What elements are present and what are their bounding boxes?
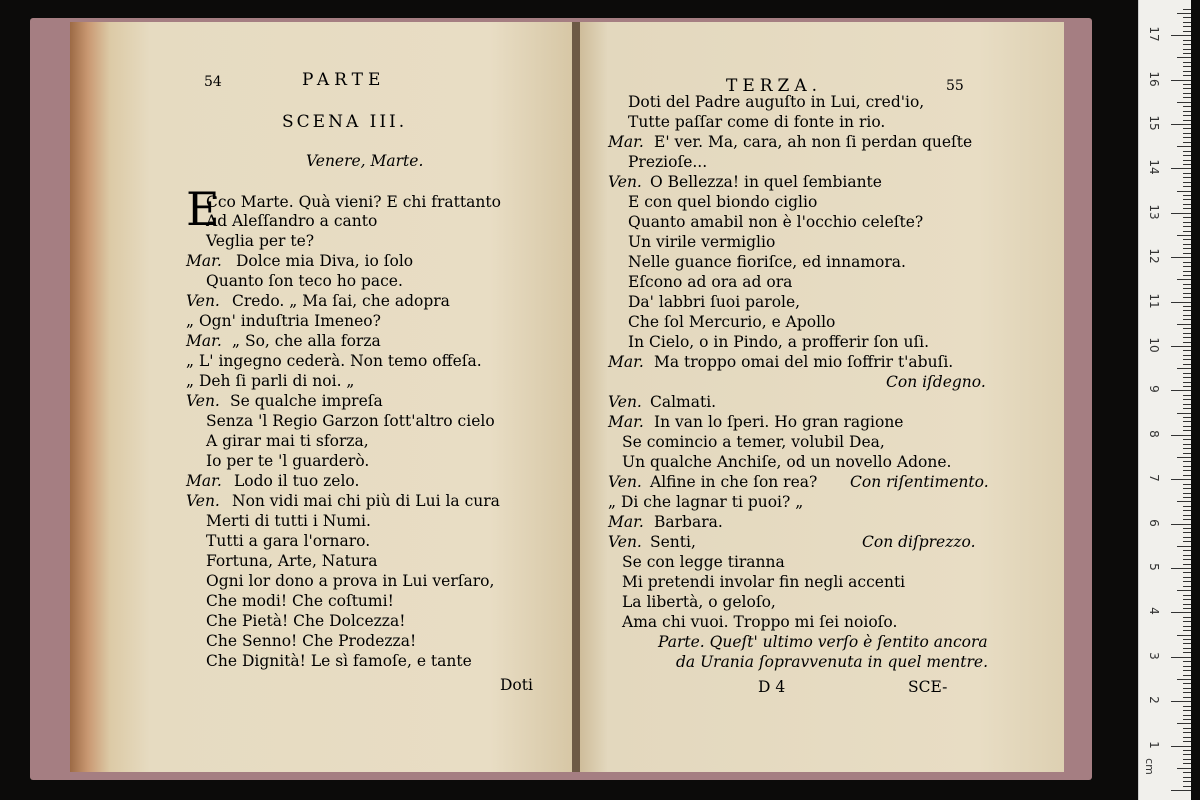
ruler-tick [1183, 537, 1191, 538]
ruler-number: 14 [1147, 159, 1161, 176]
ruler-number: 13 [1147, 204, 1161, 220]
ruler-tick [1171, 657, 1191, 658]
ruler-tick [1171, 390, 1191, 391]
ruler-tick [1183, 488, 1191, 489]
verse-line: Senti, [650, 533, 696, 551]
ruler-tick [1183, 164, 1191, 165]
ruler-tick [1183, 475, 1191, 476]
verse-line: Fortuna, Arte, Natura [206, 552, 378, 570]
speaker-label: Mar. [608, 413, 644, 431]
left-page-number: 54 [204, 74, 222, 90]
verse-line: Lodo il tuo zelo. [234, 472, 360, 490]
ruler-tick [1183, 754, 1191, 755]
measurement-ruler [1138, 0, 1191, 800]
ruler-number: 9 [1147, 385, 1161, 394]
speaker-label: Ven. [608, 473, 642, 491]
ruler-tick [1177, 635, 1191, 636]
verse-line: Che modi! Che coſtumi! [206, 592, 394, 610]
verse-line: E' ver. Ma, cara, ah non ſi perdan queſte [654, 133, 973, 151]
ruler-tick [1183, 44, 1191, 45]
verse-line: Veglia per te? [206, 232, 315, 250]
ruler-tick [1183, 106, 1191, 107]
ruler-tick [1183, 93, 1191, 94]
left-catchword: Doti [500, 676, 533, 694]
verse-line: Un virile vermiglio [628, 233, 776, 251]
ruler-tick [1183, 666, 1191, 667]
verse-line: E con quel biondo ciglio [628, 193, 818, 211]
ruler-number: 10 [1147, 337, 1161, 353]
ruler-tick [1183, 66, 1191, 67]
verse-line: Alfine in che ſon rea? [650, 473, 818, 491]
verse-line: Cco Marte. Quà vieni? E chi frattanto [206, 193, 501, 211]
ruler-tick [1177, 324, 1191, 325]
verse-line: Ad Aleſſandro a canto [206, 212, 378, 230]
ruler-number: 1 [1147, 740, 1161, 749]
ruler-tick [1183, 417, 1191, 418]
ruler-tick [1183, 639, 1191, 640]
scene-characters: Venere, Marte. [306, 152, 424, 170]
ruler-tick [1177, 679, 1191, 680]
ruler-unit-label: cm [1142, 758, 1156, 775]
ruler-tick [1177, 768, 1191, 769]
verse-line: Ogni lor dono a prova in Lui verſaro, [206, 572, 495, 590]
verse-line: Credo. „ Ma ſai, che adopra [232, 292, 450, 310]
ruler-tick [1183, 528, 1191, 529]
verse-line: In Cielo, o in Pindo, a profferir ſon uſi. [628, 333, 930, 351]
ruler-tick [1183, 493, 1191, 494]
ruler-tick [1177, 723, 1191, 724]
ruler-tick [1183, 484, 1191, 485]
ruler-tick [1183, 786, 1191, 787]
ruler-number: 2 [1147, 696, 1161, 704]
ruler-tick [1171, 213, 1191, 214]
ruler-tick [1183, 426, 1191, 427]
ruler-tick [1183, 40, 1191, 41]
ruler-tick [1183, 248, 1191, 249]
ruler-tick [1171, 701, 1191, 702]
ruler-tick [1171, 479, 1191, 480]
ruler-tick [1183, 88, 1191, 89]
ruler-tick [1183, 719, 1191, 720]
ruler-tick [1183, 275, 1191, 276]
ruler-tick [1183, 115, 1191, 116]
ruler-tick [1183, 137, 1191, 138]
ruler-tick [1183, 17, 1191, 18]
verse-line: „ Di che lagnar ti puoi? „ [608, 493, 804, 511]
ruler-tick [1183, 519, 1191, 520]
right-running-header: TERZA. [726, 76, 823, 96]
ruler-tick [1171, 524, 1191, 525]
ruler-tick [1183, 71, 1191, 72]
ruler-tick [1183, 49, 1191, 50]
verse-line: Dolce mia Diva, io ſolo [236, 252, 414, 270]
verse-line: Doti del Padre auguſto in Lui, cred'io, [628, 93, 925, 111]
ruler-tick [1177, 501, 1191, 502]
ruler-tick [1183, 550, 1191, 551]
verse-line: Senza 'l Regio Garzon ſott'altro cielo [206, 412, 495, 430]
ruler-tick [1183, 208, 1191, 209]
speaker-label: Ven. [186, 392, 220, 410]
ruler-tick [1183, 595, 1191, 596]
ruler-tick [1183, 333, 1191, 334]
verse-line: Tutti a gara l'ornaro. [206, 532, 371, 550]
ruler-tick [1171, 35, 1191, 36]
ruler-tick [1183, 772, 1191, 773]
ruler-tick [1183, 253, 1191, 254]
scene-title: SCENA III. [282, 112, 408, 132]
ruler-tick [1183, 444, 1191, 445]
ruler-tick [1183, 581, 1191, 582]
left-running-header: PARTE [302, 70, 386, 90]
ruler-tick [1183, 288, 1191, 289]
ruler-tick [1183, 142, 1191, 143]
ruler-tick [1177, 590, 1191, 591]
ruler-tick [1183, 297, 1191, 298]
ruler-tick [1183, 75, 1191, 76]
ruler-tick [1183, 710, 1191, 711]
ruler-tick [1183, 284, 1191, 285]
verse-line: In van lo ſperi. Ho gran ragione [654, 413, 904, 431]
ruler-tick [1183, 728, 1191, 729]
ruler-tick [1183, 239, 1191, 240]
ruler-tick [1183, 555, 1191, 556]
verse-line: Calmati. [650, 393, 717, 411]
signature-mark: D 4 [758, 678, 786, 696]
ruler-tick [1183, 319, 1191, 320]
ruler-tick [1183, 621, 1191, 622]
ruler-tick [1171, 568, 1191, 569]
ruler-tick [1183, 293, 1191, 294]
ruler-tick [1183, 604, 1191, 605]
ruler-tick [1183, 706, 1191, 707]
ruler-tick [1177, 368, 1191, 369]
ruler-tick [1177, 146, 1191, 147]
speaker-label: Ven. [186, 292, 220, 310]
ruler-tick [1183, 737, 1191, 738]
ruler-tick [1183, 421, 1191, 422]
ruler-number: 17 [1147, 26, 1161, 42]
right-catchword: SCE- [908, 678, 948, 696]
ruler-tick [1183, 306, 1191, 307]
ruler-tick [1183, 226, 1191, 227]
ruler-tick [1177, 413, 1191, 414]
ruler-tick [1183, 310, 1191, 311]
verse-line: Se comincio a temer, volubil Dea, [622, 433, 885, 451]
ruler-tick [1183, 399, 1191, 400]
ruler-tick [1183, 97, 1191, 98]
ruler-tick [1177, 102, 1191, 103]
ruler-number: 11 [1147, 292, 1161, 309]
ruler-tick [1183, 661, 1191, 662]
ruler-tick [1177, 191, 1191, 192]
ruler-number: 5 [1147, 563, 1161, 571]
ruler-tick [1183, 342, 1191, 343]
verse-line: Se qualche impreſa [230, 392, 383, 410]
speaker-label: Mar. [608, 353, 644, 371]
ruler-tick [1183, 350, 1191, 351]
ruler-tick [1183, 364, 1191, 365]
ruler-tick [1183, 670, 1191, 671]
verse-line: Mi pretendi involar fin negli accenti [622, 573, 906, 591]
verse-line: „ So, che alla forza [232, 332, 381, 350]
ruler-tick [1171, 80, 1191, 81]
speaker-label: Mar. [186, 332, 222, 350]
ruler-tick [1183, 217, 1191, 218]
verse-line: Quanto ſon teco ho pace. [206, 272, 403, 290]
ruler-number: 12 [1147, 248, 1161, 264]
book-spine [572, 22, 580, 772]
speaker-label: Mar. [186, 252, 222, 270]
ruler-tick [1183, 386, 1191, 387]
ruler-tick [1183, 182, 1191, 183]
ruler-tick [1183, 120, 1191, 121]
verse-line: Merti di tutti i Numi. [206, 512, 371, 530]
stage-direction: Con diſprezzo. [862, 533, 976, 551]
ruler-number: 6 [1147, 518, 1161, 527]
stage-direction: Con riſentimento. [850, 473, 989, 491]
verse-line: „ Deh ſi parli di noi. „ [186, 372, 355, 390]
ruler-number: 7 [1147, 474, 1161, 482]
ruler-tick [1183, 355, 1191, 356]
ruler-tick [1183, 564, 1191, 565]
ruler-tick [1183, 715, 1191, 716]
ruler-tick [1183, 439, 1191, 440]
verse-line: Barbara. [654, 513, 723, 531]
stage-direction: Con iſdegno. [886, 373, 986, 391]
ruler-tick [1183, 22, 1191, 23]
ruler-tick [1183, 626, 1191, 627]
ruler-number: 16 [1147, 70, 1161, 87]
verse-line: Che Pietà! Che Dolcezza! [206, 612, 406, 630]
ruler-tick [1183, 759, 1191, 760]
ruler-tick [1183, 763, 1191, 764]
ruler-tick [1183, 231, 1191, 232]
verse-line: La libertà, o geloſo, [622, 593, 776, 611]
verse-line: Ma troppo omai del mio ſoffrir t'abuſi. [654, 353, 954, 371]
speaker-label: Mar. [608, 513, 644, 531]
ruler-tick [1183, 359, 1191, 360]
ruler-tick [1177, 279, 1191, 280]
verse-line: Quanto amabil non è l'occhio celeſte? [628, 213, 924, 231]
stage-direction: Parte. Queſt' ultimo verſo è ſentito ancora [658, 633, 988, 651]
ruler-tick [1183, 328, 1191, 329]
ruler-tick [1183, 648, 1191, 649]
ruler-tick [1183, 697, 1191, 698]
ruler-tick [1177, 57, 1191, 58]
speaker-label: Ven. [608, 533, 642, 551]
ruler-tick [1183, 541, 1191, 542]
speaker-label: Ven. [608, 393, 642, 411]
verse-line: Che Senno! Che Prodezza! [206, 632, 417, 650]
ruler-tick [1183, 510, 1191, 511]
ruler-tick [1183, 506, 1191, 507]
ruler-tick [1183, 741, 1191, 742]
ruler-tick [1183, 262, 1191, 263]
ruler-number: 4 [1147, 607, 1161, 616]
ruler-tick [1171, 346, 1191, 347]
ruler-tick [1183, 652, 1191, 653]
ruler-tick [1183, 155, 1191, 156]
ruler-tick [1183, 111, 1191, 112]
verse-line: Io per te 'l guarderò. [206, 452, 370, 470]
verse-line: Che Dignità! Le sì famoſe, e tante [206, 652, 472, 670]
ruler-tick [1183, 630, 1191, 631]
ruler-tick [1183, 559, 1191, 560]
ruler-tick [1183, 382, 1191, 383]
ruler-tick [1183, 692, 1191, 693]
ruler-tick [1183, 31, 1191, 32]
ruler-tick [1183, 577, 1191, 578]
right-page-number: 55 [946, 78, 964, 94]
ruler-tick [1183, 222, 1191, 223]
ruler-tick [1183, 173, 1191, 174]
ruler-tick [1183, 315, 1191, 316]
ruler-tick [1171, 790, 1191, 791]
stage-direction: da Urania ſopravvenuta in quel mentre. [676, 653, 989, 671]
ruler-tick [1183, 271, 1191, 272]
ruler-tick [1177, 235, 1191, 236]
ruler-tick [1177, 457, 1191, 458]
ruler-tick [1183, 204, 1191, 205]
ruler-tick [1171, 124, 1191, 125]
ruler-tick [1183, 732, 1191, 733]
ruler-tick [1183, 128, 1191, 129]
verse-line: Che ſol Mercurio, e Apollo [628, 313, 836, 331]
ruler-tick [1183, 470, 1191, 471]
ruler-tick [1183, 430, 1191, 431]
ruler-tick [1183, 186, 1191, 187]
verse-line: Da' labbri ſuoi parole, [628, 293, 801, 311]
verse-line: Ama chi vuoi. Troppo mi ſei noioſo. [622, 613, 898, 631]
ruler-tick [1183, 675, 1191, 676]
speaker-label: Ven. [608, 173, 642, 191]
ruler-tick [1183, 404, 1191, 405]
ruler-tick [1171, 435, 1191, 436]
ruler-tick [1183, 497, 1191, 498]
ruler-tick [1183, 608, 1191, 609]
ruler-tick [1183, 643, 1191, 644]
ruler-tick [1183, 84, 1191, 85]
ruler-tick [1183, 688, 1191, 689]
speaker-label: Mar. [608, 133, 644, 151]
ruler-tick [1183, 515, 1191, 516]
ruler-tick [1183, 466, 1191, 467]
ruler-tick [1183, 408, 1191, 409]
ruler-tick [1183, 244, 1191, 245]
ruler-tick [1183, 395, 1191, 396]
ruler-tick [1183, 532, 1191, 533]
ruler-tick [1183, 750, 1191, 751]
ruler-tick [1171, 257, 1191, 258]
ruler-number: 8 [1147, 429, 1161, 438]
verse-line: Eſcono ad ora ad ora [628, 273, 793, 291]
verse-line: Se con legge tiranna [622, 553, 785, 571]
ruler-tick [1183, 586, 1191, 587]
ruler-tick [1183, 781, 1191, 782]
ruler-tick [1183, 26, 1191, 27]
ruler-tick [1171, 302, 1191, 303]
ruler-tick [1183, 448, 1191, 449]
ruler-tick [1183, 617, 1191, 618]
verse-line: O Bellezza! in quel ſembiante [650, 173, 882, 191]
ruler-number: 15 [1147, 115, 1161, 131]
ruler-tick [1183, 151, 1191, 152]
ruler-tick [1171, 612, 1191, 613]
ruler-tick [1183, 572, 1191, 573]
ruler-tick [1177, 13, 1191, 14]
ruler-tick [1183, 461, 1191, 462]
ruler-tick [1183, 62, 1191, 63]
ruler-tick [1183, 377, 1191, 378]
verse-line: Non vidi mai chi più di Lui la cura [232, 492, 500, 510]
ruler-tick [1183, 683, 1191, 684]
verse-line: „ Ogn' induſtria Imeneo? [186, 312, 381, 330]
ruler-tick [1171, 746, 1191, 747]
ruler-tick [1171, 168, 1191, 169]
speaker-label: Ven. [186, 492, 220, 510]
ruler-number: 3 [1147, 651, 1161, 660]
ruler-tick [1183, 266, 1191, 267]
verse-line: A girar mai ti sforza, [206, 432, 369, 450]
ruler-tick [1183, 177, 1191, 178]
ruler-tick [1183, 199, 1191, 200]
ruler-tick [1183, 453, 1191, 454]
ruler-tick [1183, 160, 1191, 161]
speaker-label: Mar. [186, 472, 222, 490]
verse-line: Un qualche Anchiſe, od un novello Adone. [622, 453, 952, 471]
ruler-tick [1183, 195, 1191, 196]
ruler-tick [1183, 337, 1191, 338]
ruler-tick [1183, 133, 1191, 134]
ruler-tick [1183, 53, 1191, 54]
verse-line: Tutte paſſar come di fonte in rio. [628, 113, 886, 131]
ruler-tick [1183, 777, 1191, 778]
ruler-tick [1183, 373, 1191, 374]
ruler-tick [1183, 9, 1191, 10]
drop-cap-initial: E [186, 182, 220, 236]
verse-line: Nelle guance fioriſce, ed innamora. [628, 253, 906, 271]
ruler-tick [1177, 546, 1191, 547]
ruler-tick [1183, 599, 1191, 600]
verse-line: „ L' ingegno cederà. Non temo offeſa. [186, 352, 482, 370]
verse-line: Prezioſe... [628, 153, 708, 171]
